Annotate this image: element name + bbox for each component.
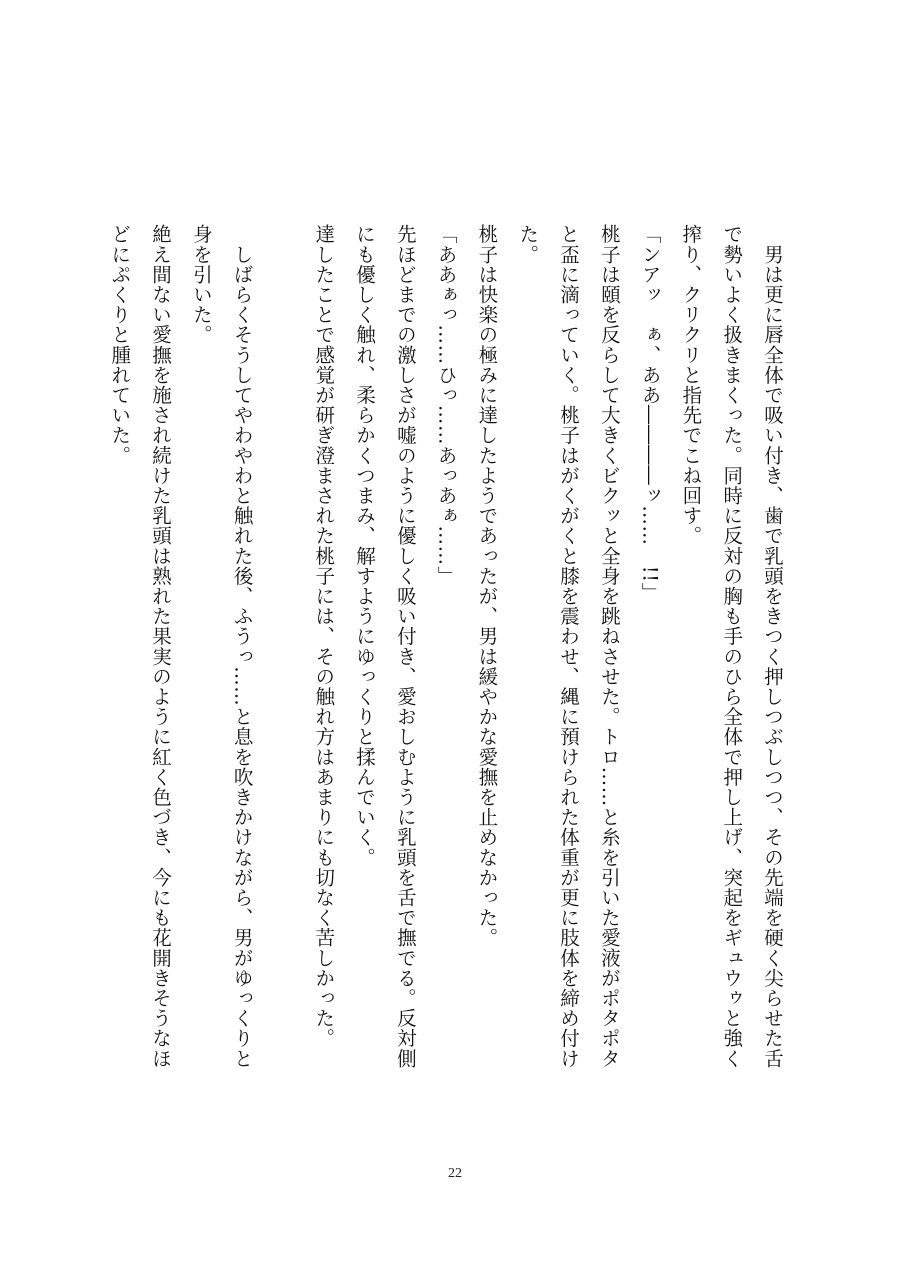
paragraph: 桃子は頤を反らして大きくビクッと全身を跳ねさせた。トロ……と糸を引いた愛液がポタポタと盃に滴っていく。桃子はがくがくと膝を震わせ、縄に預けられた体重が更に肢体を締め付けた。 bbox=[516, 224, 621, 1069]
paragraph: 達したことで感覚が研ぎ澄まされた桃子には、その触れ方はあまりにも切なく苦しかった。 bbox=[312, 224, 336, 1049]
paragraph: しばらくそうしてやわやわと触れた後、ふうっ……と息を吹きかけながら、男がゆっくりと身を引いた。 bbox=[189, 224, 254, 1069]
body-text bbox=[108, 224, 792, 1084]
paragraph: 桃子は快楽の極みに達したようであったが、男は緩やかな愛撫を止めなかった。 bbox=[475, 224, 499, 948]
paragraph: 絶え間ない愛撫を施され続けた乳頭は熟れた果実のように紅く色づき、今にも花開きそうなほどにぷくりと腫れていた。 bbox=[108, 224, 173, 1069]
paragraph: 「ンアッ ぁ、ああ――――ッ…… !!」 bbox=[638, 224, 662, 603]
page-number: 22 bbox=[448, 1166, 462, 1181]
paragraph: 先ほどまでの激しさが嘘のように優しく吸い付き、愛おしむように乳頭を舌で撫でる。反対側にも優しく触れ、柔らかくつまみ、解すようにゆっくりと揉んでいく。 bbox=[353, 224, 417, 1069]
blank-line bbox=[262, 224, 303, 1084]
paragraph: 「ああぁっ……ひっ……あっあぁ……」 bbox=[434, 224, 458, 586]
paragraph: 男は更に唇全体で吸い付き、歯で乳頭をきつく押しつぶしつつ、その先端を硬く尖らせた舌で勢いよく扱きまくった。同時に反対の胸も手のひら全体で押し上げ、突起をギュウゥと強く搾り、クリクリと指先でこね回す。 bbox=[679, 224, 784, 1069]
